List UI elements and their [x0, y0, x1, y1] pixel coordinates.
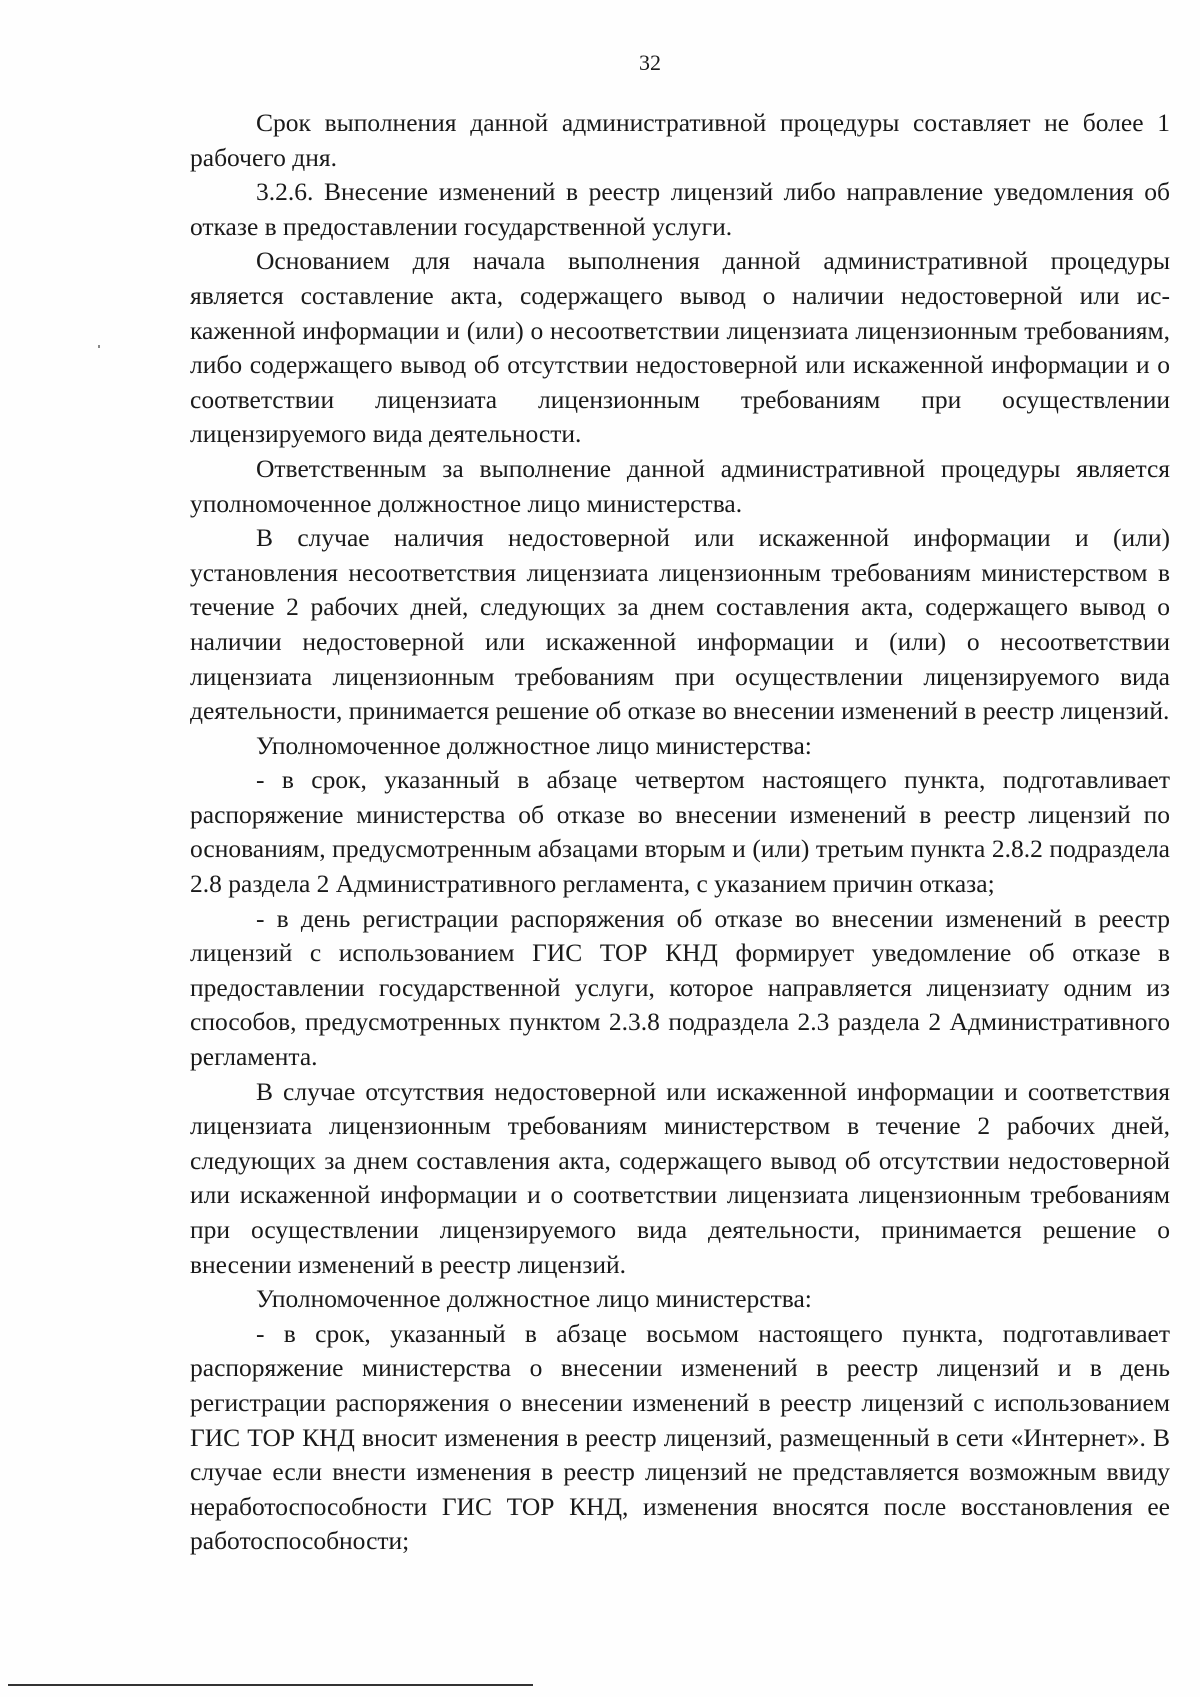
- paragraph-deadline: Срок выполнения данной административной процедуры составляет не более 1 рабочего дня.: [190, 108, 1170, 172]
- paragraph-refusal-case: В случае наличия недостоверной или искаженной информации и (или) установления несоответствия лицензиата лицензионным требованиям министерством в течение 2 рабочих дней, следующих за днем составления акта, содержащего вывод о наличии недостоверной или искаженной информации и (или) о несоответствии лицензиата лицензионным требованиям при осуществлении лицензируемого вида деятельности, принимается решение об отказе во внесении изменений в реестр лицензий.: [190, 523, 1170, 726]
- paragraph-official-intro-2: Уполномоченное должностное лицо министерства:: [256, 1284, 812, 1314]
- list-item-refusal-order: - в срок, указанный в абзаце четвертом настоящего пункта, подготавливает распоряжение министерства об отказе во внесении изменений в реестр лицензий по основаниям, предусмотренным абзацами вторым и (или) третьим пункта 2.8.2 подраздела 2.8 раздела 2 Административного регламента, с указанием причин отказа;: [190, 765, 1170, 899]
- list-item-approval-order: - в срок, указанный в абзаце восьмом настоящего пункта, подготавливает распоряжение министерства о внесении изменений в реестр лицензий и в день регистрации распоряжения о внесении изменений в реестр лицензий с использованием ГИС ТОР КНД вносит изменения в реестр лицензий, размещенный в сети «Интернет». В случае если внести изменения в реестр лицензий не представляется возможным ввиду неработоспособности ГИС ТОР КНД, изменения вносятся после восстановления ее работоспособности;: [190, 1318, 1170, 1556]
- paragraph-basis: Основанием для начала выполнения данной административной процедуры является составление акта, содержащего вывод о наличии недостоверной или искаженной информации и (или) о несоответствии лицензиата лицензионным требованиям, либо содержащего вывод об отсутствии недостоверной или искаженной информации и о соответствии лицензиата лицензионным требованиям при осуществлении лицензируемого вида деятельности.: [190, 246, 1170, 449]
- paragraph-responsible: Ответственным за выполнение данной административной процедуры является уполномоченное должностное лицо министерства.: [190, 453, 1170, 518]
- bottom-divider: [8, 1684, 533, 1686]
- document-body: [190, 106, 1170, 1559]
- paragraph-approval-case: В случае отсутствия недостоверной или искаженной информации и соответствия лицензиата лицензионным требованиям министерством в течение 2 рабочих дней, следующих за днем составления акта, содержащего вывод об отсутствии недостоверной или искаженной информации и о соответствии лицензиата лицензионным требованиям при осуществлении лицензируемого вида деятельности, принимается решение о внесении изменений в реестр лицензий.: [190, 1076, 1170, 1279]
- list-item-refusal-notice: - в день регистрации распоряжения об отказе во внесении изменений в реестр лицензий с использованием ГИС ТОР КНД формирует уведомление об отказе в предоставлении государственной услуги, которое направляется лицензиату одним из способов, предусмотренных пунктом 2.3.8 подраздела 2.3 раздела 2 Административного регламента.: [190, 903, 1170, 1072]
- paragraph-official-intro: Уполномоченное должностное лицо министерства:: [256, 730, 812, 760]
- scan-speck: [98, 345, 100, 348]
- paragraph-section-heading: 3.2.6. Внесение изменений в реестр лицензий либо направление уведомления об отказе в предоставлении государственной услуги.: [190, 177, 1170, 241]
- page-number: 32: [639, 50, 661, 75]
